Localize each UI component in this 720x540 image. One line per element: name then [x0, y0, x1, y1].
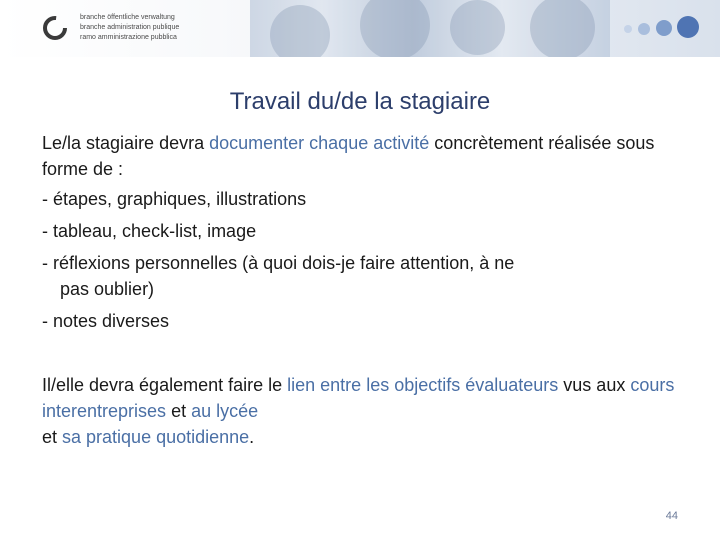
paragraph-1: [42, 130, 692, 182]
logo-line: branche administration publique: [80, 24, 180, 31]
highlight-text: sa pratique quotidienne: [62, 427, 250, 447]
slide-content: [42, 130, 692, 450]
bullet-list: [42, 186, 692, 334]
text-run: Le/la stagiaire devra: [42, 133, 210, 153]
text-run: vus aux: [558, 375, 631, 395]
text-run: concrètement réalisée sous forme de :: [42, 133, 655, 179]
highlight-text: lien entre les objectifs évaluateurs: [287, 375, 559, 395]
text-run: et: [166, 401, 192, 421]
list-item-continuation: pas oublier): [60, 279, 155, 299]
text-run: Il/elle devra également faire le: [42, 375, 288, 395]
paragraph-2: [42, 372, 692, 450]
list-item: - réflexions personnelles (à quoi dois-je faire attention, à ne: [42, 253, 515, 273]
logo-icon: [40, 13, 70, 43]
highlight-text: cours interentreprises: [42, 375, 675, 421]
highlight-text: au lycée: [191, 401, 259, 421]
logo-text: [80, 13, 179, 43]
text-run: .: [249, 427, 255, 447]
logo-line: branche öffentliche verwaltung: [80, 14, 175, 21]
slide-title: Travail du/de la stagiaire: [229, 88, 491, 116]
logo-line: ramo amministrazione pubblica: [80, 34, 177, 41]
header-photo: [250, 0, 610, 57]
highlight-text: documenter chaque activité: [209, 133, 430, 153]
list-item: - tableau, check-list, image: [42, 221, 257, 241]
header-band: [0, 0, 720, 57]
page-number: 44: [665, 510, 678, 522]
list-item: - étapes, graphiques, illustrations: [42, 189, 307, 209]
decorative-dots-icon: [620, 12, 710, 42]
list-item: - notes diverses: [42, 311, 170, 331]
text-run: et: [42, 427, 63, 447]
